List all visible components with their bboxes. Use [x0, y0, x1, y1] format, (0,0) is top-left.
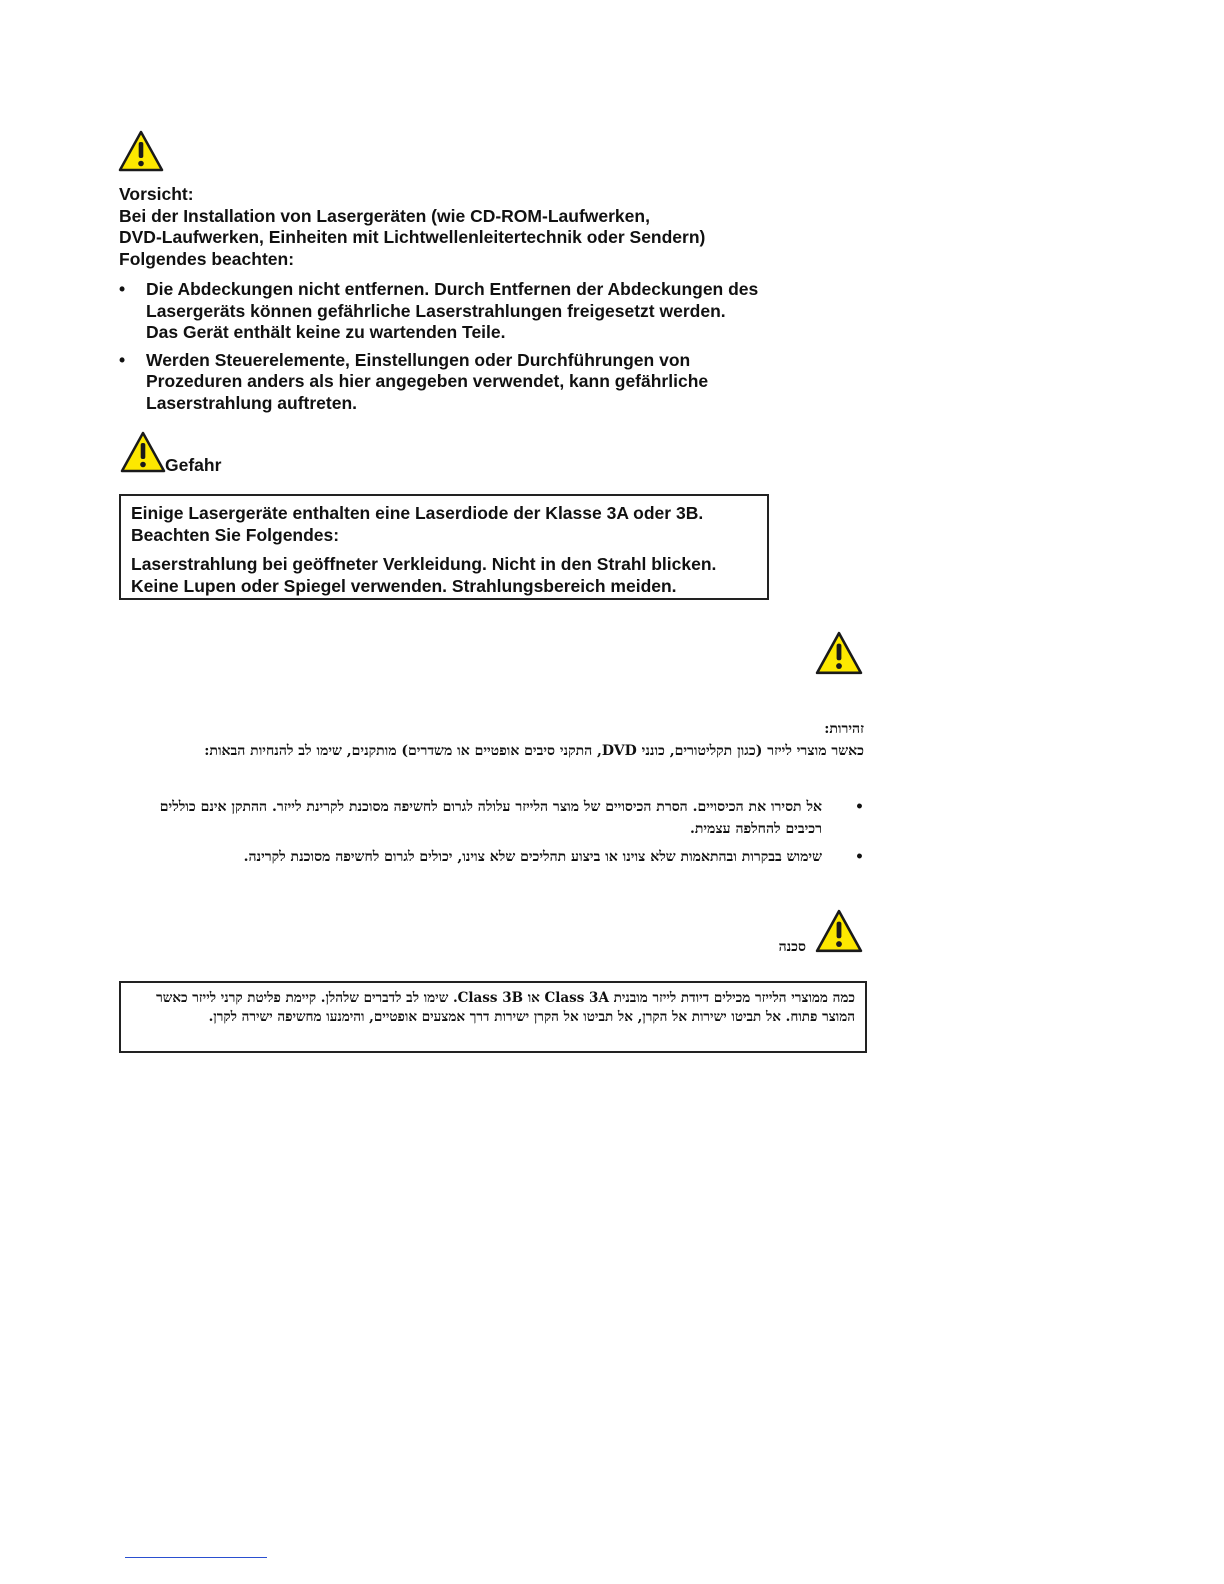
german-list-item [119, 350, 799, 415]
german-danger-line: Laserstrahlung bei geöffneter Verkleidung. Nicht in den Strahl blicken. [131, 554, 717, 574]
german-list-item-line: Laserstrahlung auftreten. [146, 392, 358, 413]
german-danger-label: Gefahr [165, 455, 222, 475]
german-caution-section [119, 184, 799, 270]
bullet-icon: • [119, 279, 126, 299]
warning-icon [815, 630, 863, 676]
hebrew-danger-box [119, 981, 867, 1053]
german-danger-line: Beachten Sie Folgendes: [131, 524, 340, 545]
footnote-rule [125, 1557, 267, 1558]
bullet-icon: • [119, 349, 126, 370]
hebrew-caution-title: זהירות: [824, 721, 864, 737]
bullet-icon: • [855, 799, 864, 815]
german-caution-intro-line: DVD-Laufwerken, Einheiten mit Lichtwellenleitertechnik oder Sendern) [119, 227, 706, 247]
hebrew-list-item-text: אל תסירו את הכיסויים. הסרת הכיסויים של מוצר הלייזר עלולה לגרום לחשיפה מסוכנת לקרינת לייזר. ההתקן אינם כוללים רכיבים להחלפה עצמית. [159, 799, 822, 837]
german-caution-intro-line: Folgendes beachten: [119, 248, 295, 269]
german-list-item-line: Prozeduren anders als hier angegeben verwendet, kann gefährliche [146, 371, 709, 391]
german-list-item [119, 279, 799, 344]
german-danger-box [119, 494, 769, 600]
hebrew-caution-section [144, 718, 864, 762]
hebrew-list-item-text: שימוש בבקרות ובהתאמות שלא צוינו או ביצוע תהליכים שלא צוינו, יכולים לגרום לחשיפה מסוכנת לקרינה. [243, 849, 822, 865]
bullet-icon: • [855, 849, 864, 865]
german-caution-list [119, 279, 799, 420]
german-list-item-line: Die Abdeckungen nicht entfernen. Durch Entfernen der Abdeckungen des [146, 279, 759, 299]
german-caution-intro-line: Bei der Installation von Lasergeräten (wie CD-ROM-Laufwerken, [119, 205, 650, 226]
hebrew-list-item [144, 846, 864, 868]
german-danger-line: Einige Lasergeräte enthalten eine Laserdiode der Klasse 3A oder 3B. [131, 503, 704, 523]
warning-icon [118, 130, 164, 172]
hebrew-list-item [144, 796, 864, 840]
german-danger-line: Keine Lupen oder Spiegel verwenden. Strahlungsbereich meiden. [131, 575, 677, 596]
hebrew-caution-list [144, 796, 864, 874]
hebrew-danger-label: סכנה [778, 939, 806, 955]
hebrew-caution-intro: כאשר מוצרי לייזר (כגון תקליטורים, כונני DVD, התקני סיבים אופטיים או משדרים) מותקנים, שימו לב להנחיות הבאות: [204, 743, 864, 759]
hebrew-danger-text: כמה ממוצרי הלייזר מכילים דיודת לייזר מובנית Class 3A או Class 3B. שימו לב לדברים שלהלן. קיימת פליטת קרני לייזר כאשר המוצר פתוח. אל תביטו ישירות אל הקרן, אל תביטו אל הקרן ישירות דרך אמצעים אופטיים, והימנעו מחשיפה ישירה לקרן. [156, 990, 855, 1025]
warning-icon [815, 908, 863, 954]
german-list-item-line: Lasergeräts können gefährliche Laserstrahlungen freigesetzt werden. [146, 300, 726, 321]
german-list-item-line: Werden Steuerelemente, Einstellungen oder Durchführungen von [146, 349, 691, 370]
german-list-item-line: Das Gerät enthält keine zu wartenden Teile. [146, 322, 506, 342]
warning-icon [120, 431, 166, 473]
german-caution-title: Vorsicht: [119, 184, 194, 204]
